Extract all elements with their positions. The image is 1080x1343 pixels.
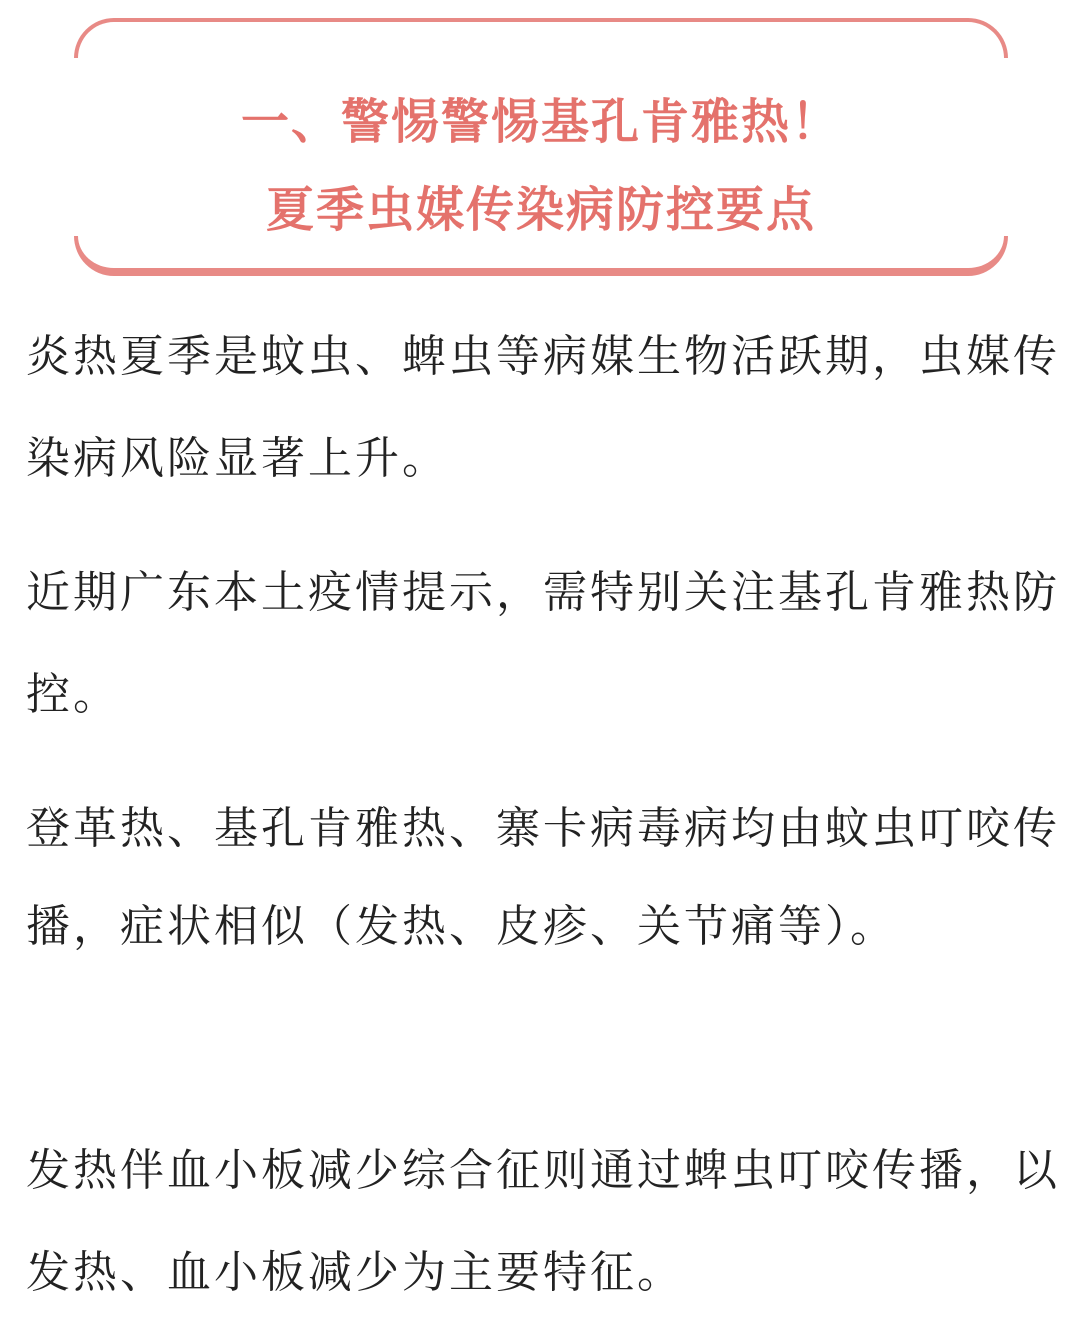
section-title-line2: 夏季虫媒传染病防控要点 bbox=[265, 182, 816, 238]
paragraph-3: 登革热、基孔肯雅热、寨卡病毒病均由蚊虫叮咬传播，症状相似（发热、皮疹、关节痛等）。 bbox=[26, 803, 1060, 952]
paragraph-1: 炎热夏季是蚊虫、蜱虫等病媒生物活跃期，虫媒传染病风险显著上升。 bbox=[26, 331, 1060, 484]
paragraph-2: 近期广东本土疫情提示，需特别关注基孔肯雅热防控。 bbox=[26, 567, 1060, 720]
paragraph-4: 发热伴血小板减少综合征则通过蜱虫叮咬传播，以发热、血小板减少为主要特征。 bbox=[26, 1145, 1060, 1298]
section-title-line1: 一、警惕警惕基孔肯雅热！ bbox=[240, 94, 841, 150]
header-frame-top bbox=[74, 18, 1008, 58]
section-header bbox=[74, 18, 1008, 276]
header-frame-bottom bbox=[74, 236, 1008, 276]
